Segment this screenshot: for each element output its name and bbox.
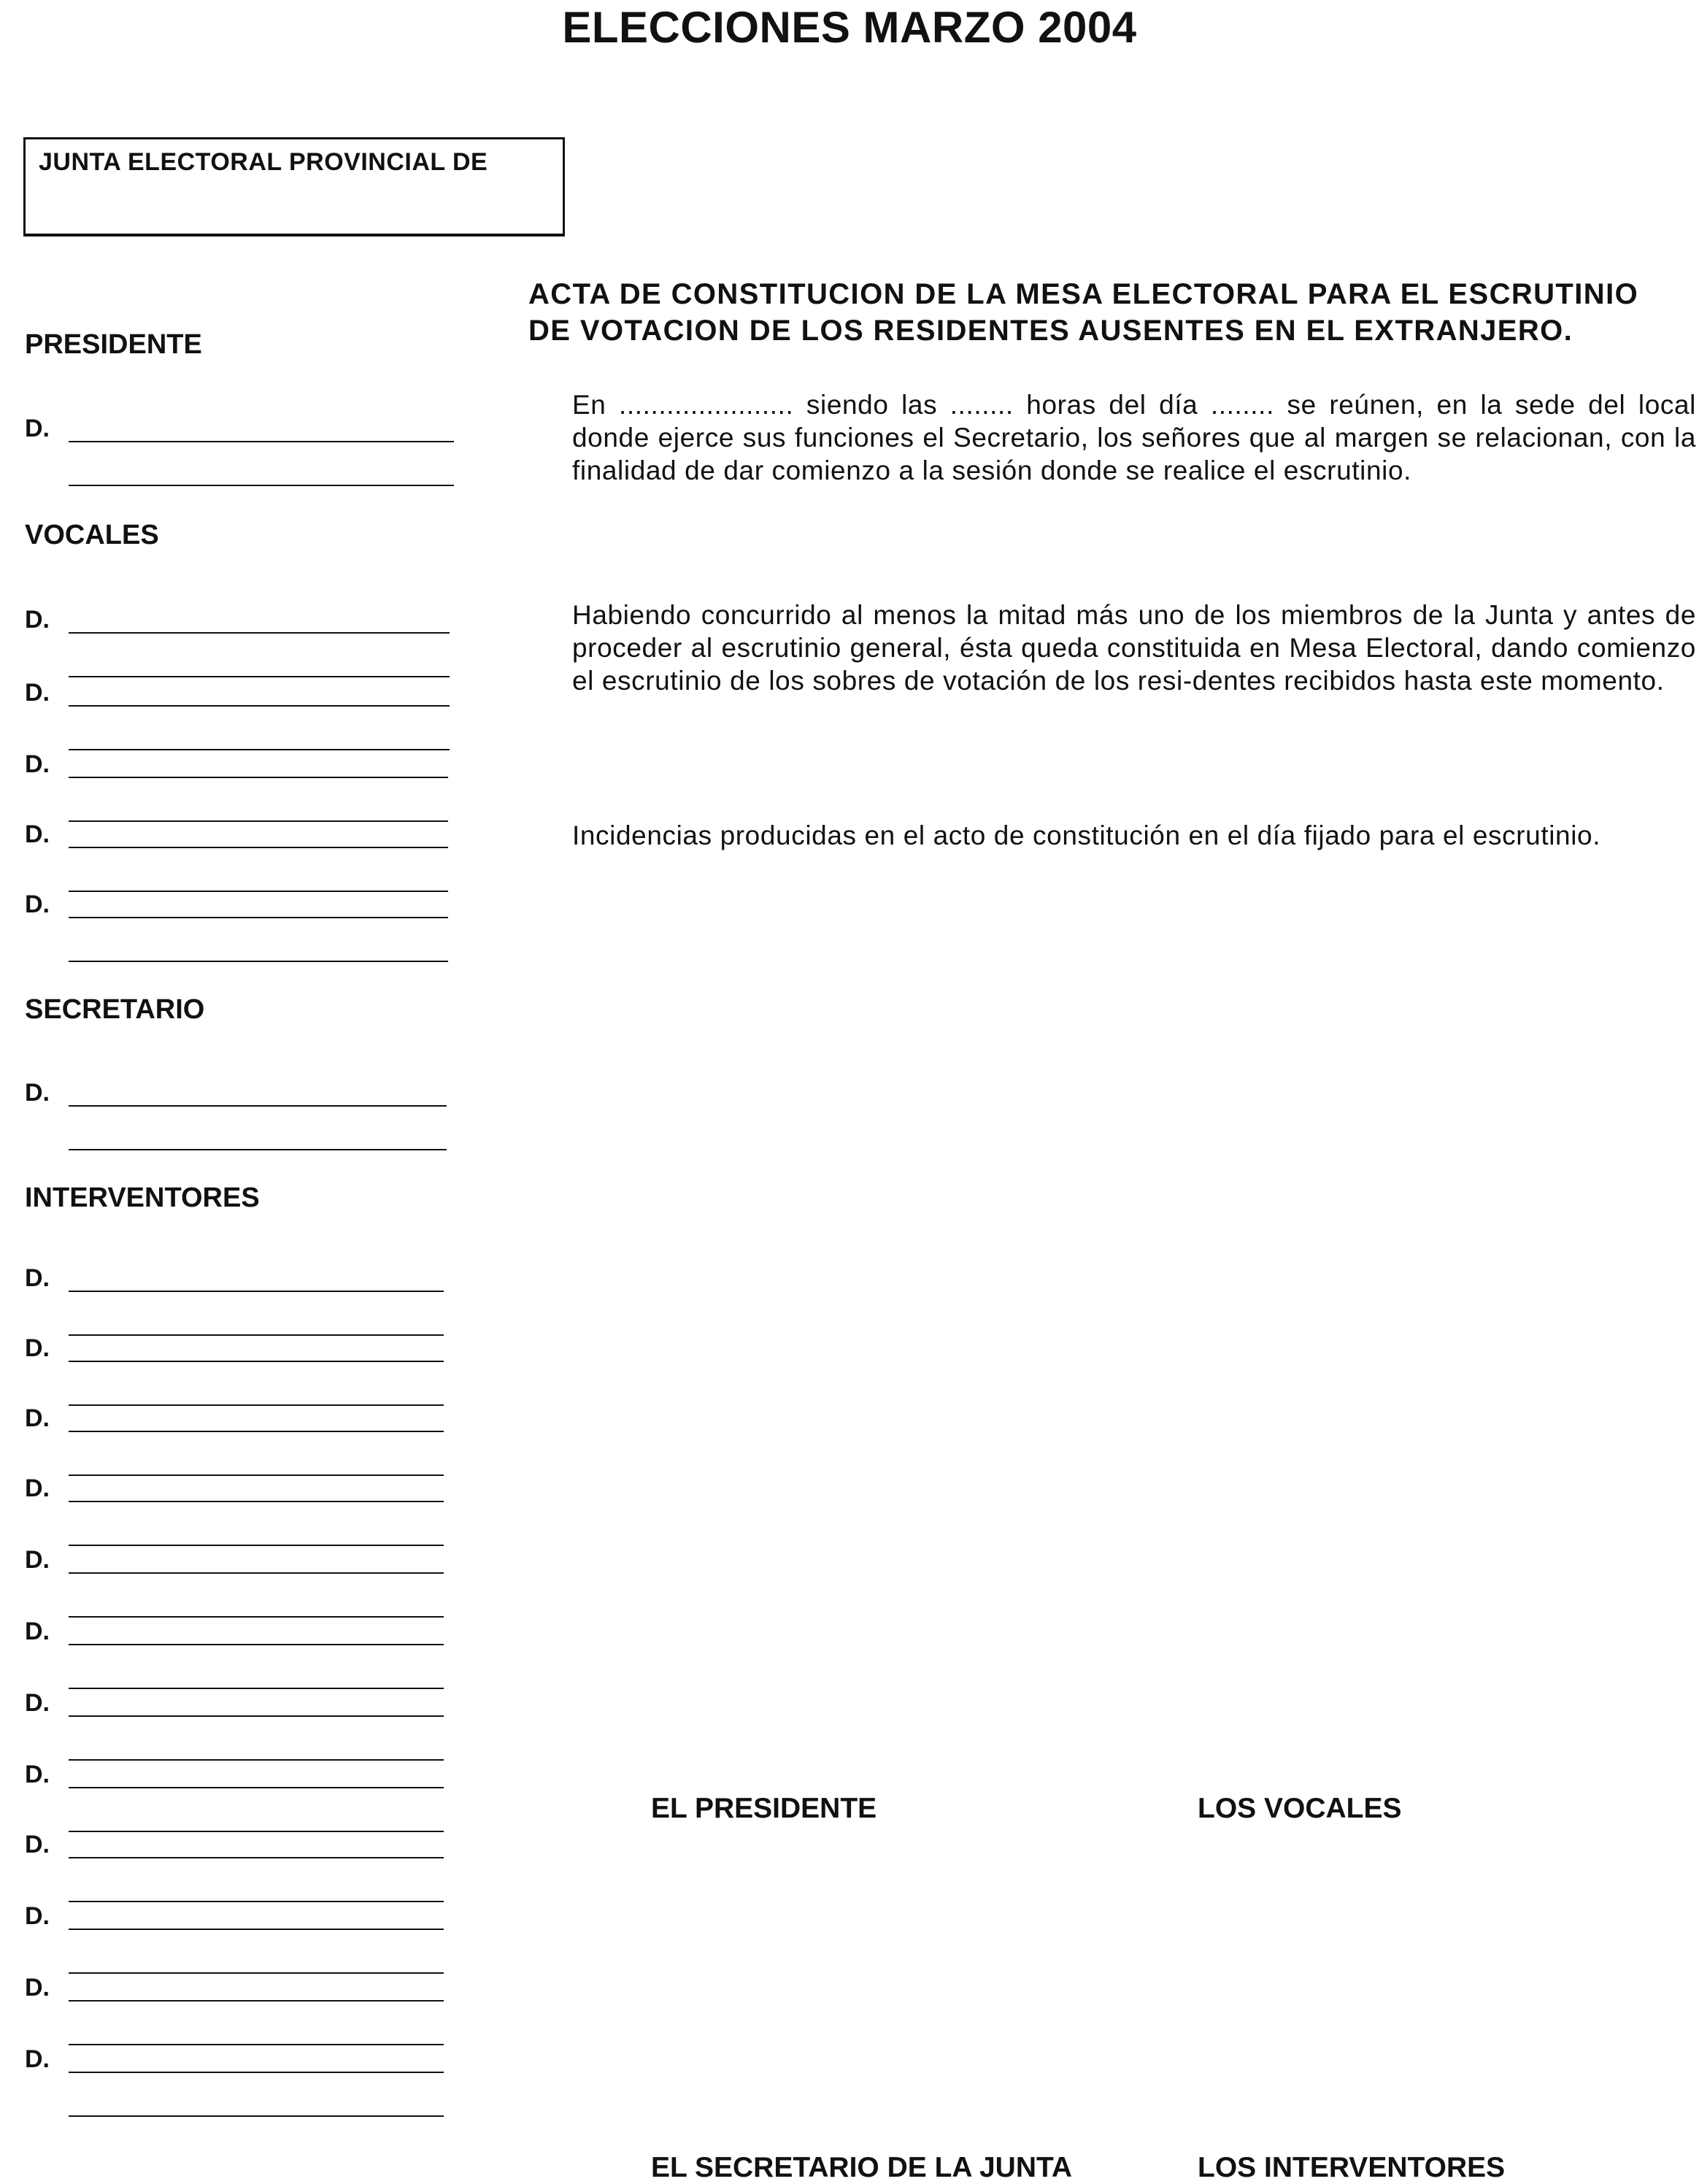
signature-vocales: LOS VOCALES: [1198, 1793, 1402, 1824]
vocal-d-label: D.: [25, 891, 50, 918]
interventor-name-line[interactable]: [69, 1787, 444, 1788]
interventor-d-label: D.: [25, 1761, 50, 1788]
secretario-d-label: D.: [25, 1079, 50, 1107]
interventor-signature-line[interactable]: [69, 2115, 444, 2117]
interventor-signature-line[interactable]: [69, 1831, 444, 1832]
signature-interventores: LOS INTERVENTORES: [1198, 2152, 1506, 2183]
interventor-d-label: D.: [25, 2045, 50, 2073]
interventor-signature-line[interactable]: [69, 1616, 444, 1618]
presidente-signature-line[interactable]: [69, 485, 454, 486]
vocal-signature-line[interactable]: [69, 676, 450, 677]
paragraph-constitution: Habiendo concurrido al menos la mitad más uno de los miembros de la Junta y antes de proceder al escrutinio general, ésta queda constituida en Mesa Electoral, dando comienzo el escrutinio de los sobres de votación de los resi-dentes recibidos hasta este momento.: [572, 600, 1696, 696]
signature-secretario: EL SECRETARIO DE LA JUNTA: [651, 2152, 1073, 2183]
interventor-signature-line[interactable]: [69, 1404, 444, 1406]
interventor-signature-line[interactable]: [69, 2044, 444, 2045]
acta-title: [528, 276, 1681, 349]
interventor-d-label: D.: [25, 1689, 50, 1717]
interventor-name-line[interactable]: [69, 2072, 444, 2073]
secretario-signature-line[interactable]: [69, 1149, 447, 1150]
vocal-signature-line[interactable]: [69, 961, 448, 962]
interventor-signature-line[interactable]: [69, 1334, 444, 1336]
vocal-name-line[interactable]: [69, 632, 450, 634]
presidente-d-label: D.: [25, 415, 50, 442]
interventor-signature-line[interactable]: [69, 1545, 444, 1546]
interventor-d-label: D.: [25, 1404, 50, 1432]
interventor-name-line[interactable]: [69, 1644, 444, 1645]
vocal-d-label: D.: [25, 679, 50, 707]
vocal-name-line[interactable]: [69, 917, 448, 918]
interventor-name-line[interactable]: [69, 1361, 444, 1362]
interventor-d-label: D.: [25, 1902, 50, 1930]
interventor-d-label: D.: [25, 1474, 50, 1502]
junta-electoral-box[interactable]: [23, 137, 565, 237]
interventor-name-line[interactable]: [69, 1715, 444, 1717]
interventor-name-line[interactable]: [69, 1857, 444, 1858]
vocal-name-line[interactable]: [69, 705, 450, 707]
vocal-signature-line[interactable]: [69, 749, 450, 750]
interventor-name-line[interactable]: [69, 1431, 444, 1432]
interventor-d-label: D.: [25, 1831, 50, 1858]
vocal-name-line[interactable]: [69, 777, 448, 778]
section-interventores: INTERVENTORES: [25, 1183, 260, 1213]
section-secretario: SECRETARIO: [25, 994, 205, 1025]
signature-presidente: EL PRESIDENTE: [651, 1793, 877, 1824]
section-vocales: VOCALES: [25, 520, 159, 550]
page-title: ELECCIONES MARZO 2004: [562, 3, 1137, 52]
vocal-d-label: D.: [25, 820, 50, 848]
paragraph-incidencias: Incidencias producidas en el acto de constitución en el día fijado para el escrutinio.: [572, 820, 1601, 850]
paragraph-opening: En ...................... siendo las ........ horas del día ........ se reúnen, en la sede del local donde ejerce sus funciones el Secretario, los señores que al margen se relacionan, con la finalidad de dar comienzo a la sesión donde se realice el escrutinio.: [572, 390, 1696, 485]
vocal-signature-line[interactable]: [69, 891, 448, 892]
interventor-name-line[interactable]: [69, 1929, 444, 1930]
interventor-d-label: D.: [25, 1974, 50, 2002]
vocal-signature-line[interactable]: [69, 820, 448, 822]
presidente-name-line[interactable]: [69, 441, 454, 442]
vocal-d-label: D.: [25, 750, 50, 778]
vocal-name-line[interactable]: [69, 847, 448, 848]
junta-electoral-label: JUNTA ELECTORAL PROVINCIAL DE: [39, 148, 488, 176]
acta-title-line-1: ACTA DE CONSTITUCION DE LA MESA ELECTORAL PARA EL ESCRUTINIO: [528, 278, 1639, 310]
interventor-name-line[interactable]: [69, 2000, 444, 2002]
interventor-signature-line[interactable]: [69, 1688, 444, 1689]
interventor-d-label: D.: [25, 1546, 50, 1574]
interventor-name-line[interactable]: [69, 1572, 444, 1574]
acta-title-line-2: DE VOTACION DE LOS RESIDENTES AUSENTES EN EL EXTRANJERO.: [528, 315, 1573, 347]
section-presidente: PRESIDENTE: [25, 329, 202, 360]
secretario-name-line[interactable]: [69, 1105, 447, 1107]
interventor-signature-line[interactable]: [69, 1474, 444, 1476]
interventor-d-label: D.: [25, 1618, 50, 1645]
interventor-d-label: D.: [25, 1334, 50, 1362]
interventor-signature-line[interactable]: [69, 1901, 444, 1902]
interventor-name-line[interactable]: [69, 1501, 444, 1502]
vocal-d-label: D.: [25, 606, 50, 634]
interventor-signature-line[interactable]: [69, 1972, 444, 1974]
interventor-signature-line[interactable]: [69, 1759, 444, 1761]
interventor-d-label: D.: [25, 1264, 50, 1292]
interventor-name-line[interactable]: [69, 1291, 444, 1292]
